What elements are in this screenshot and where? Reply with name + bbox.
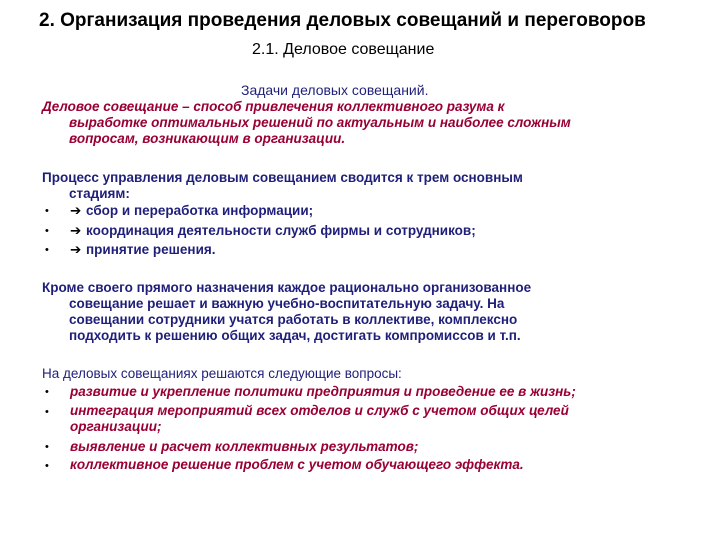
purpose-line-3: совещании сотрудники учатся работать в коллективе, комплексно xyxy=(69,312,518,327)
stage-label-3: принятие решения. xyxy=(86,242,216,257)
bullet-icon: • xyxy=(45,244,49,256)
arrow-right-icon: ➔ xyxy=(70,203,82,218)
arrow-right-icon: ➔ xyxy=(70,242,82,257)
question-item-2-continued: организации; xyxy=(70,419,162,434)
bullet-icon: • xyxy=(45,386,49,398)
bullet-icon: • xyxy=(45,406,49,418)
tasks-heading: Задачи деловых совещаний. xyxy=(241,82,429,98)
page-title: 2. Организация проведения деловых совещаний и переговоров xyxy=(39,10,646,31)
questions-intro: На деловых совещаниях решаются следующие вопросы: xyxy=(42,366,402,381)
bullet-icon: • xyxy=(45,460,49,472)
process-intro-line-2: стадиям: xyxy=(69,186,130,201)
question-item-1: развитие и укрепление политики предприятия и проведение ее в жизнь; xyxy=(70,384,576,399)
bullet-icon: • xyxy=(45,205,49,217)
arrow-right-icon: ➔ xyxy=(70,223,82,238)
stage-label-1: сбор и переработка информации; xyxy=(86,203,314,218)
question-item-4: коллективное решение проблем с учетом обучающего эффекта. xyxy=(70,457,524,472)
section-subtitle: 2.1. Деловое совещание xyxy=(252,41,435,58)
bullet-icon: • xyxy=(45,441,49,453)
definition-line-1: Деловое совещание – способ привлечения коллективного разума к xyxy=(42,99,505,114)
stage-item-3 xyxy=(70,242,216,258)
stage-label-2: координация деятельности служб фирмы и сотрудников; xyxy=(86,223,476,238)
question-item-3: выявление и расчет коллективных результатов; xyxy=(70,439,419,454)
process-intro-line-1: Процесс управления деловым совещанием сводится к трем основным xyxy=(42,170,523,185)
question-item-2: интеграция мероприятий всех отделов и служб с учетом общих целей xyxy=(70,403,569,418)
definition-line-2: выработке оптимальных решений по актуальным и наиболее сложным xyxy=(69,115,571,130)
definition-line-3: вопросам, возникающим в организации. xyxy=(69,131,346,146)
purpose-line-1: Кроме своего прямого назначения каждое рационально организованное xyxy=(42,280,532,295)
purpose-line-4: подходить к решению общих задач, достигать компромиссов и т.п. xyxy=(69,328,521,343)
purpose-line-2: совещание решает и важную учебно-воспитательную задачу. На xyxy=(69,296,505,311)
bullet-icon: • xyxy=(45,225,49,237)
stage-item-2 xyxy=(70,223,476,239)
stage-item-1 xyxy=(70,203,313,219)
